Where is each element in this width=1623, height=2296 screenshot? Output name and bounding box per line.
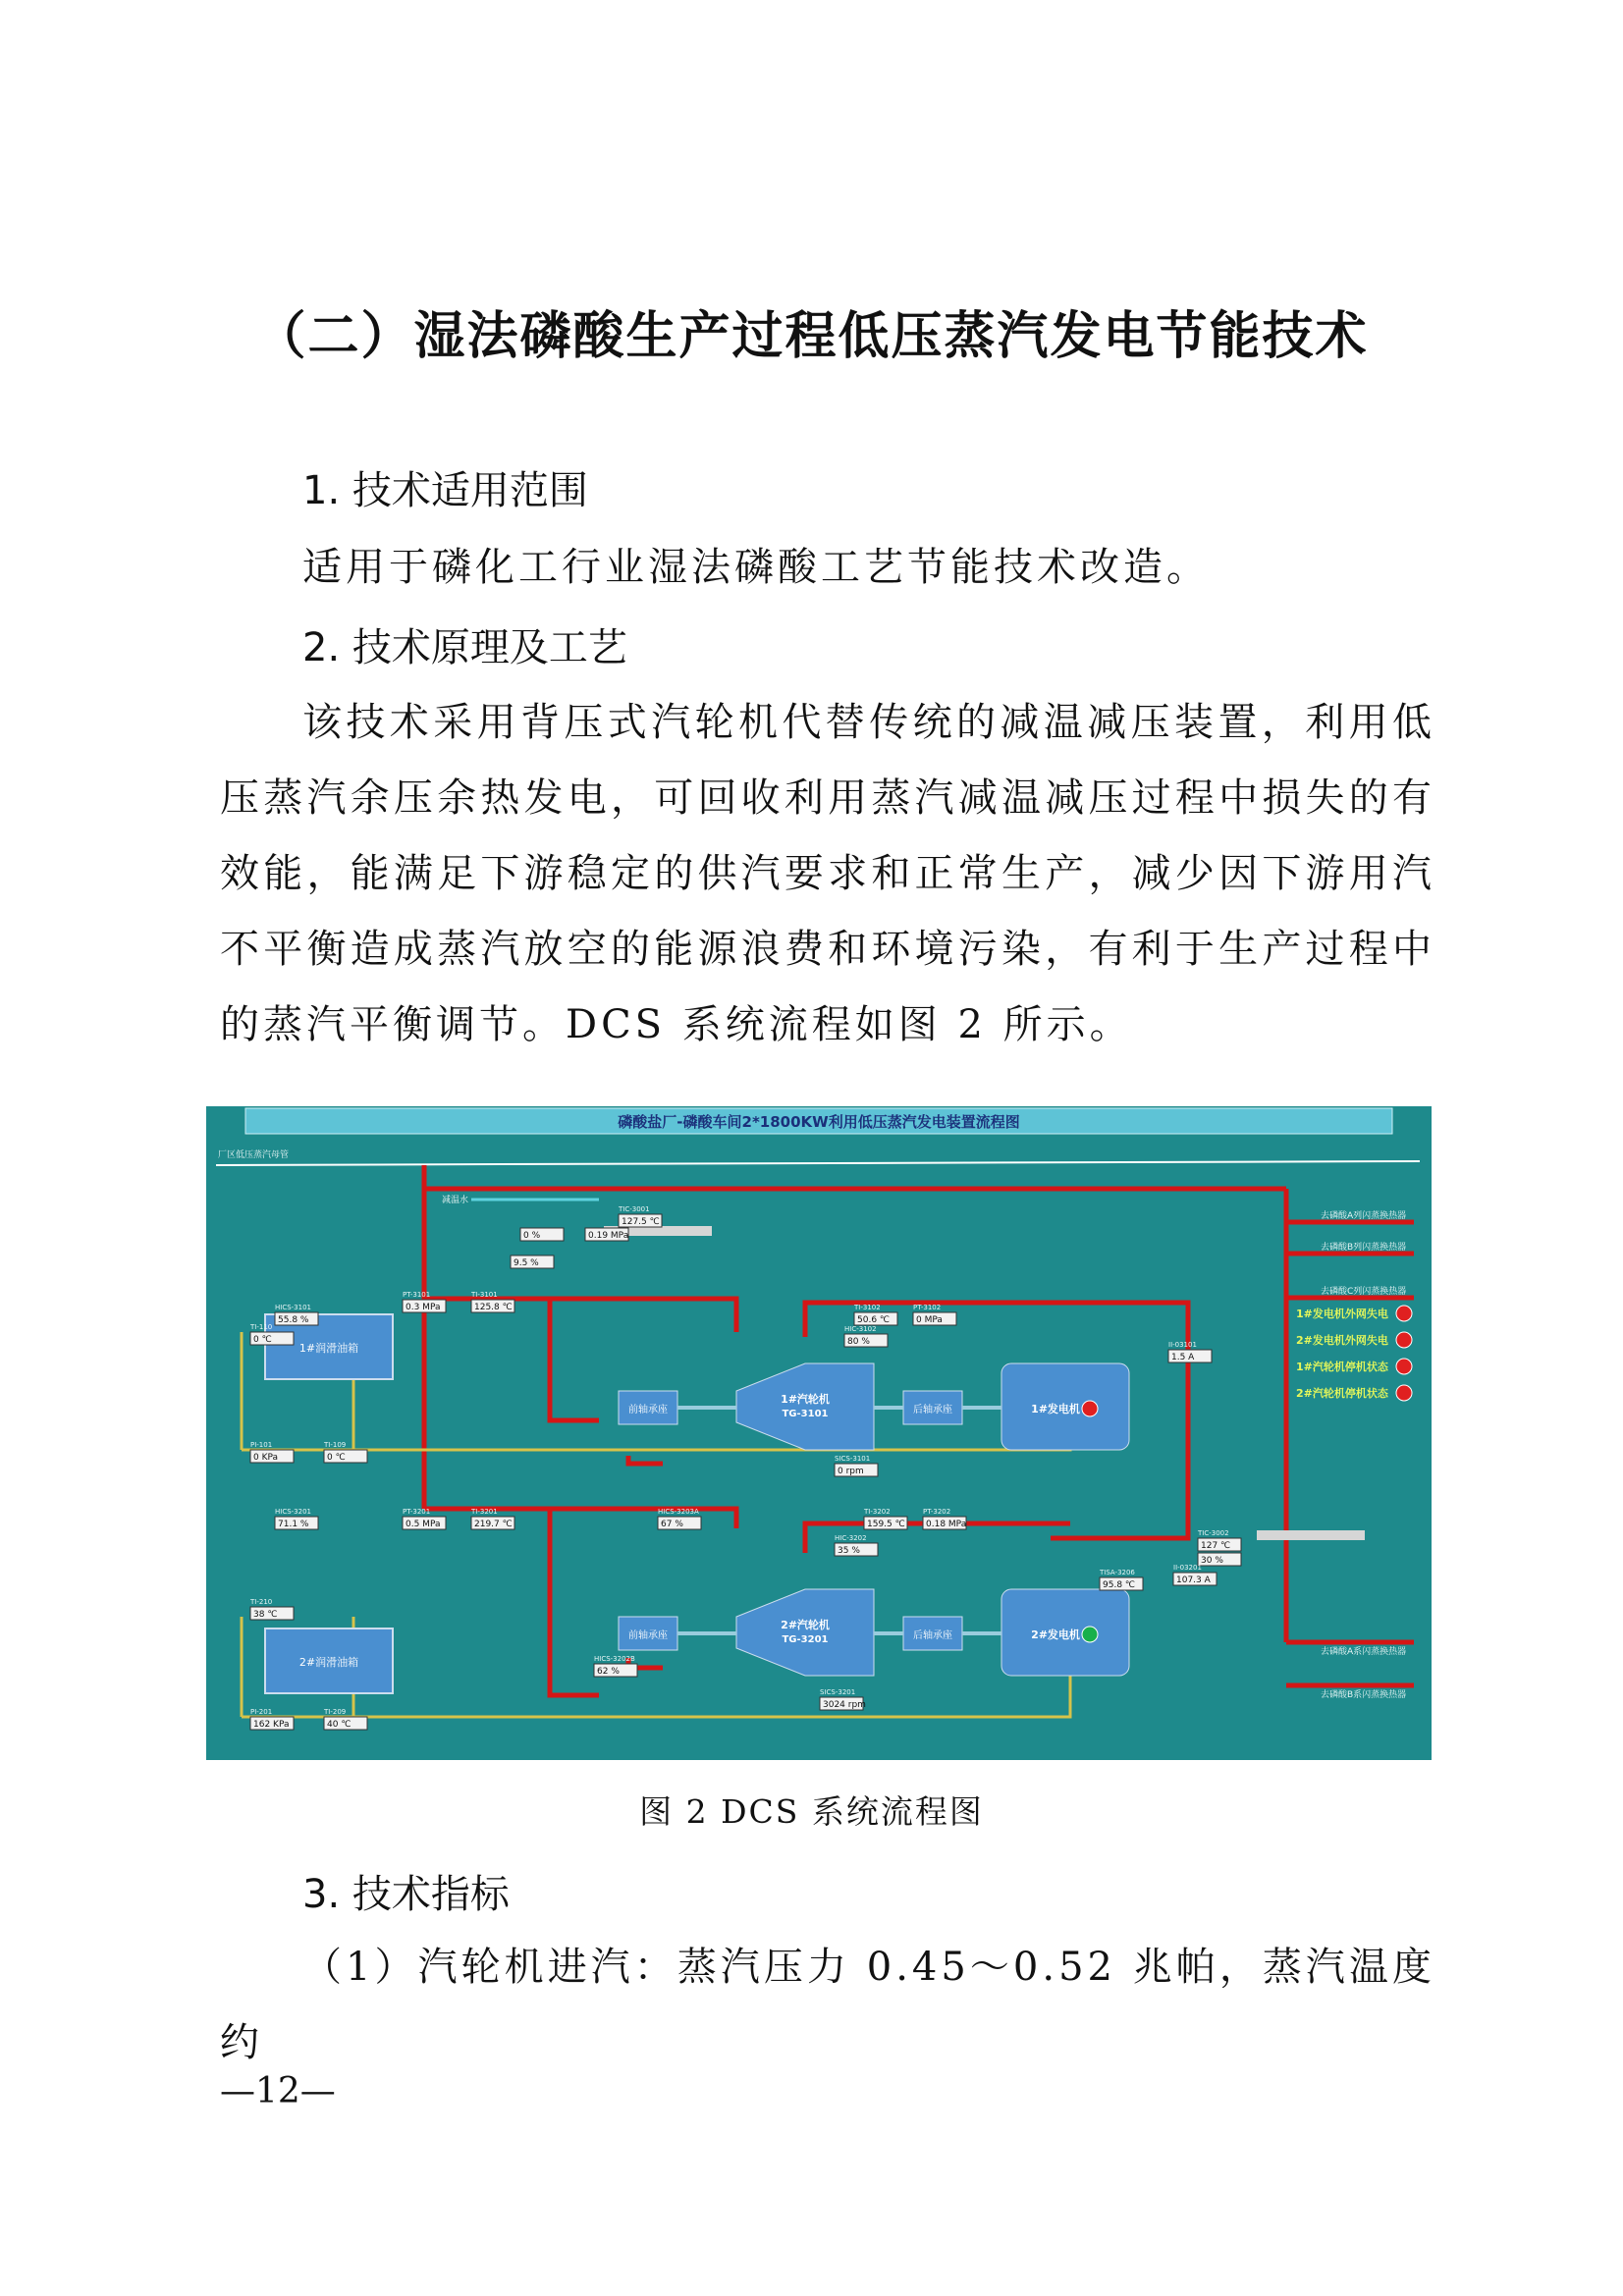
- oil-tank-2-label: 2#润滑油箱: [298, 1656, 359, 1669]
- unit2-readout-value: 38 ℃: [253, 1610, 278, 1620]
- unit1-readout: [520, 1228, 564, 1241]
- unit2-readout-value: 62 %: [597, 1667, 620, 1677]
- unit1-readout-tag: TI-3102: [854, 1304, 881, 1311]
- unit2-readout-tag: HICS-3202B: [594, 1655, 635, 1663]
- status-lamp-2: [1396, 1332, 1412, 1348]
- unit2-readout-tag: TISA-3206: [1100, 1569, 1135, 1576]
- section1-heading: 1. 技术适用范围: [302, 468, 588, 513]
- unit2-readout-value: 3024 rpm: [823, 1700, 866, 1710]
- unit2-readout-value: 0.18 MPa: [926, 1520, 967, 1529]
- unit2-readout-value: 30 %: [1201, 1556, 1223, 1566]
- unit1-readout: [511, 1255, 554, 1268]
- unit1-readout-tag: PT-3102: [913, 1304, 942, 1311]
- status-lamp-3: [1396, 1359, 1412, 1374]
- unit1-readout-value: 0.3 MPa: [406, 1303, 441, 1312]
- unit1-readout-value: 55.8 %: [278, 1315, 309, 1325]
- generator-1-label: 1#发电机: [1031, 1403, 1080, 1415]
- unit2-readout-value: 219.7 ℃: [474, 1520, 513, 1529]
- unit1-readout-value: 0 ℃: [327, 1453, 346, 1463]
- unit2-readout-value: 107.3 A: [1176, 1575, 1211, 1585]
- inlet-label: 厂区低压蒸汽母管: [218, 1150, 290, 1160]
- unit1-readout-tag: HICS-3101: [275, 1304, 311, 1311]
- unit2-readout-value: 40 ℃: [327, 1720, 352, 1730]
- unit2-readout-tag: TI-209: [324, 1708, 347, 1716]
- page-number: —12—: [220, 2071, 336, 2111]
- unit1-readout-tag: TI-110: [250, 1323, 273, 1331]
- unit2-readout-value: 0.5 MPa: [406, 1520, 441, 1529]
- dcs-flow-diagram: [206, 1106, 1432, 1760]
- section3-heading: 3. 技术指标: [302, 1872, 510, 1917]
- unit2-readout: [594, 1655, 637, 1677]
- unit2-readout-value: 71.1 %: [278, 1520, 309, 1529]
- outlet-label-5: 去磷酸B系闪蒸换热器: [1321, 1690, 1407, 1700]
- unit1-readout-value: 125.8 ℃: [474, 1303, 513, 1312]
- unit1-readout: [585, 1228, 628, 1241]
- unit1-readout-value: 0.19 MPa: [588, 1231, 629, 1241]
- unit2-readout-tag: TIC-3002: [1198, 1529, 1229, 1537]
- unit1-readout-tag: II-03101: [1168, 1341, 1197, 1349]
- unit1-front-bearing: 前轴承座: [628, 1405, 668, 1415]
- unit2-readout-tag: TI-3202: [864, 1508, 891, 1516]
- diagram-header: 磷酸盐厂-磷酸车间2*1800KW利用低压蒸汽发电装置流程图: [618, 1113, 1020, 1131]
- unit1-readout-value: 0 KPa: [253, 1453, 279, 1463]
- generator-1-lamp: [1082, 1401, 1098, 1416]
- outlet-label-3: 去磷酸C列闪蒸换热器: [1321, 1287, 1407, 1297]
- turbine-2-name: 2#汽轮机: [781, 1619, 830, 1631]
- unit1-readout-value: 1.5 A: [1171, 1353, 1195, 1362]
- outlet-label-2: 去磷酸B列闪蒸换热器: [1321, 1243, 1407, 1253]
- unit1-readout-value: 50.6 ℃: [857, 1315, 891, 1325]
- unit1-readout-value: 0 rpm: [838, 1467, 864, 1476]
- desuperheater-2: [1257, 1530, 1365, 1540]
- unit2-readout-tag: SICS-3201: [820, 1688, 856, 1696]
- unit1-readout-value: 0 %: [523, 1231, 541, 1241]
- unit1-readout-tag: PI-101: [250, 1441, 273, 1449]
- unit1-readout-value: 80 %: [847, 1337, 870, 1347]
- section1-paragraph: 适用于磷化工行业湿法磷酸工艺节能技术改造。: [302, 545, 1210, 590]
- status-label-1: 1#发电机外网失电: [1296, 1308, 1388, 1320]
- unit2-readout-value: 127 ℃: [1201, 1541, 1231, 1551]
- status-label-3: 1#汽轮机停机状态: [1296, 1361, 1388, 1373]
- unit2-readout-tag: II-03201: [1173, 1564, 1202, 1572]
- outlet-label-1: 去磷酸A列闪蒸换热器: [1321, 1211, 1407, 1221]
- section2-text: [220, 685, 1435, 1063]
- section1-text: [220, 530, 1435, 606]
- unit2-readout-value: 159.5 ℃: [867, 1520, 905, 1529]
- turbine-2-tag: TG-3201: [782, 1634, 829, 1645]
- unit1-readout-tag: TIC-3001: [619, 1205, 650, 1213]
- unit2-front-bearing: 前轴承座: [628, 1630, 668, 1641]
- unit2-readout-value: 162 KPa: [253, 1720, 290, 1730]
- oil-tank-1-label: 1#润滑油箱: [298, 1342, 359, 1355]
- oil-tank-2: [265, 1629, 393, 1693]
- turbine-1-name: 1#汽轮机: [781, 1393, 830, 1406]
- status-label-2: 2#发电机外网失电: [1296, 1334, 1388, 1347]
- unit2-readout-tag: PT-3201: [403, 1508, 431, 1516]
- unit2-readout-tag: HICS-3201: [275, 1508, 311, 1516]
- unit2-readout-tag: HIC-3202: [835, 1534, 867, 1542]
- outlet-label-4: 去磷酸A系闪蒸换热器: [1321, 1647, 1407, 1657]
- unit1-readout-value: 9.5 %: [514, 1258, 539, 1268]
- figure-caption: 图 2 DCS 系统流程图: [639, 1792, 984, 1831]
- status-lamp-1: [1396, 1306, 1412, 1321]
- status-label-4: 2#汽轮机停机状态: [1296, 1387, 1388, 1400]
- status-lamp-4: [1396, 1385, 1412, 1401]
- generator-2-lamp: [1082, 1627, 1098, 1642]
- unit2-readout-tag: TI-3201: [471, 1508, 498, 1516]
- unit1-readout-tag: HIC-3102: [844, 1325, 877, 1333]
- unit2-readout-tag: PI-201: [250, 1708, 273, 1716]
- generator-2-label: 2#发电机: [1031, 1629, 1080, 1641]
- unit1-readout-tag: PT-3101: [403, 1291, 431, 1299]
- page-title: （二）湿法磷酸生产过程低压蒸汽发电节能技术: [254, 306, 1369, 366]
- turbine-1-tag: TG-3101: [782, 1409, 829, 1419]
- unit2-readout-value: 67 %: [661, 1520, 683, 1529]
- unit2-readout-tag: HICS-3203A: [658, 1508, 699, 1516]
- unit2-readout: [658, 1508, 701, 1529]
- unit1-readout-value: 0 MPa: [916, 1315, 943, 1325]
- unit2-readout-value: 35 %: [838, 1546, 860, 1556]
- unit2-readout-tag: TI-210: [250, 1598, 273, 1606]
- unit1-readout-value: 127.5 ℃: [622, 1217, 660, 1227]
- unit2-readout-tag: PT-3202: [923, 1508, 951, 1516]
- unit1-readout-tag: TI-3101: [471, 1291, 498, 1299]
- unit1-rear-bearing: 后轴承座: [913, 1405, 952, 1415]
- section2-paragraph: 该技术采用背压式汽轮机代替传统的减温减压装置，利用低压蒸汽余压余热发电，可回收利用蒸汽减温减压过程中损失的有效能，能满足下游稳定的供汽要求和正常生产，减少因下游用汽不平衡造成蒸汽放空的能源浪费和环境污染，有利于生产过程中的蒸汽平衡调节。DCS 系统流程如图 2 所示。: [220, 700, 1435, 1047]
- section3-text: [220, 1930, 1435, 2081]
- section2-heading: 2. 技术原理及工艺: [302, 625, 627, 670]
- unit2-readout-value: 95.8 ℃: [1103, 1580, 1136, 1590]
- unit1-readout-value: 0 ℃: [253, 1335, 272, 1345]
- unit1-readout-tag: SICS-3101: [835, 1455, 871, 1463]
- unit2-rear-bearing: 后轴承座: [913, 1630, 952, 1641]
- water-label: 减温水: [442, 1196, 469, 1205]
- section3-paragraph: （1）汽轮机进汽：蒸汽压力 0.45～0.52 兆帕，蒸汽温度约: [220, 1945, 1435, 2065]
- unit1-readout-tag: TI-109: [324, 1441, 347, 1449]
- unit2-readout: [1198, 1553, 1241, 1566]
